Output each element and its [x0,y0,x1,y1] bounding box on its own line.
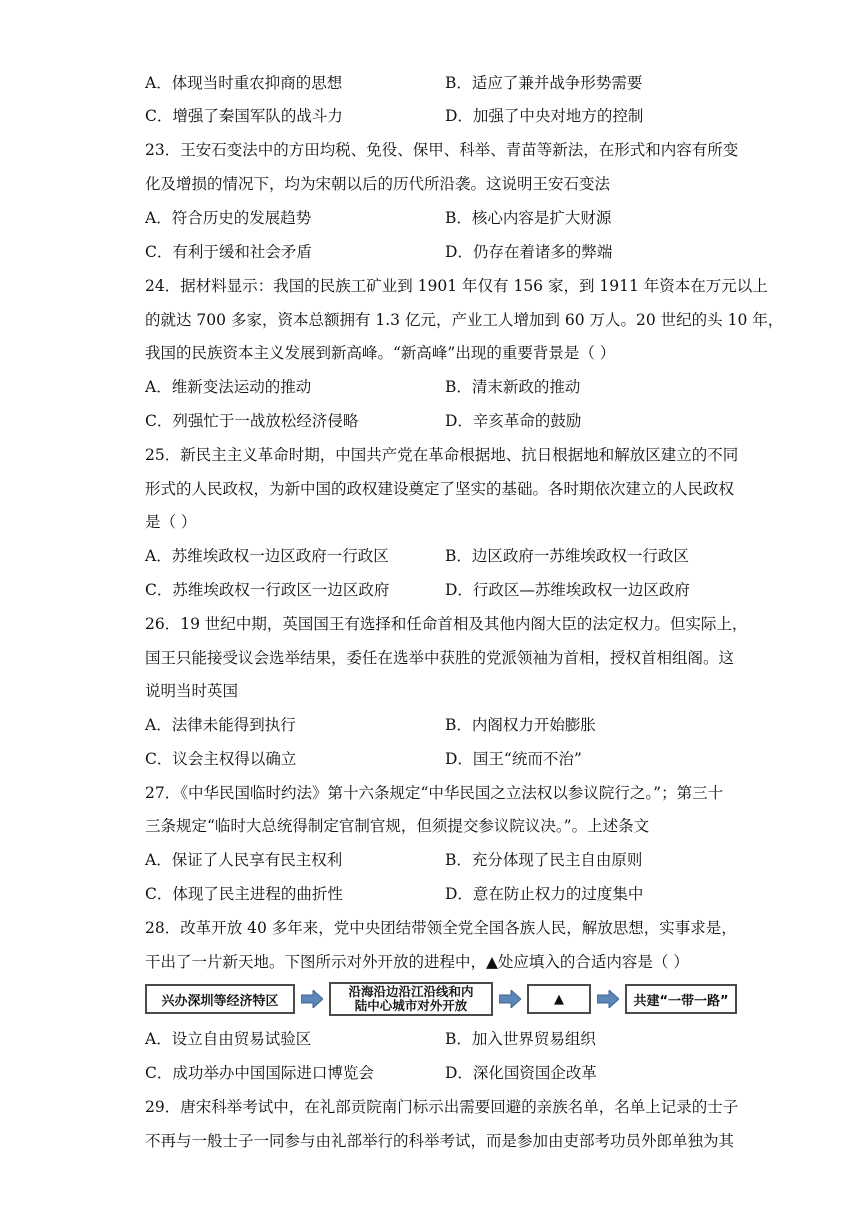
flow-box-blank-triangle: ▲ [527,984,591,1014]
flow-arrow-icon [499,990,521,1008]
q28-option-c: C．成功举办中国国际进口博览会 [145,1064,374,1082]
q24-option-c: C．列强忙于一战放松经济侵略 [145,412,359,430]
flow-box-coastal-line-1: 沿海沿边沿江沿线和内 [348,984,474,999]
flow-box-coastal-line-2: 陆中心城市对外开放 [354,998,468,1013]
q25-stem-line-3: 是（ ） [145,513,197,531]
q27-option-a: A．保证了人民享有民主权利 [145,851,343,869]
q27-stem-line-1: 27．《中华民国临时约法》第十六条规定“中华民国之立法权以参议院行之。”；第三十 [145,784,724,802]
q22-option-d: D．加强了中央对地方的控制 [445,107,644,125]
q27-stem-line-2: 三条规定“临时大总统得制定官制官规，但须提交参议院议决。”。上述条文 [145,817,650,835]
q25-stem-line-2: 形式的人民政权，为新中国的政权建设奠定了坚实的基础。各时期依次建立的人民政权 [145,480,735,498]
q22-option-c: C．增强了秦国军队的战斗力 [145,107,343,125]
q28-stem-line-1: 28．改革开放 40 多年来，党中央团结带领全党全国各族人民，解放思想，实事求是， [145,919,737,937]
opening-up-flow-diagram [145,982,737,1018]
q27-option-d: D．意在防止权力的过度集中 [445,885,644,903]
q25-option-b: B．边区政府一苏维埃政权一行政区 [445,547,689,565]
q23-stem-line-2: 化及增损的情况下，均为宋朝以后的历代所沿袭。这说明王安石变法 [145,175,611,193]
q25-option-c: C．苏维埃政权一行政区一边区政府 [145,581,390,599]
flow-arrow-icon [301,990,323,1008]
flow-box-special-zones: 兴办深圳等经济特区 [145,984,295,1014]
q25-option-a: A．苏维埃政权一边区政府一行政区 [145,547,389,565]
q23-option-c: C．有利于缓和社会矛盾 [145,243,312,261]
q23-stem-line-1: 23．王安石变法中的方田均税、免役、保甲、科举、青苗等新法，在形式和内容有所变 [145,141,739,159]
q29-stem-line-2: 不再与一般士子一同参与由礼部举行的科举考试，而是参加由吏部考功员外郎单独为其 [145,1132,735,1150]
q28-option-b: B．加入世界贸易组织 [445,1030,596,1048]
q26-option-a: A．法律未能得到执行 [145,716,296,734]
q26-option-b: B．内阁权力开始膨胀 [445,716,596,734]
q25-option-d: D．行政区—苏维埃政权一边区政府 [445,581,690,599]
q24-option-d: D．辛亥革命的鼓励 [445,412,582,430]
q29-stem-line-1: 29．唐宋科举考试中，在礼部贡院南门标示出需要回避的亲族名单，名单上记录的士子 [145,1098,739,1116]
q23-option-a: A．符合历史的发展趋势 [145,209,312,227]
q26-stem-line-1: 26．19 世纪中期，英国国王有选择和任命首相及其他内阁大臣的法定权力。但实际上， [145,615,748,633]
q26-option-d: D．国王“统而不治” [445,750,582,768]
q28-option-d: D．深化国资国企改革 [445,1064,597,1082]
q28-stem-line-2: 干出了一片新天地。下图所示对外开放的进程中，▲处应填入的合适内容是（ ） [145,953,689,971]
q25-stem-line-1: 25．新民主主义革命时期，中国共产党在革命根据地、抗日根据地和解放区建立的不同 [145,446,739,464]
flow-box-belt-and-road: 共建“一带一路” [625,984,737,1014]
q24-stem-line-1: 24．据材料显示：我国的民族工矿业到 1901 年仅有 156 家，到 1911 年资本在万元以上 [145,277,768,295]
flow-box-coastal-opening [329,982,493,1016]
q24-stem-line-2: 的就达 700 多家，资本总额拥有 1.3 亿元，产业工人增加到 60 万人。20 世纪的头 10 年， [145,311,784,329]
q22-option-a: A．体现当时重农抑商的思想 [145,74,343,92]
q27-option-b: B．充分体现了民主自由原则 [445,851,643,869]
flow-arrow-icon [597,990,619,1008]
q24-stem-line-3: 我国的民族资本主义发展到新高峰。“新高峰”出现的重要背景是（ ） [145,344,616,362]
q23-option-b: B．核心内容是扩大财源 [445,209,612,227]
q26-stem-line-3: 说明当时英国 [145,682,239,700]
q26-stem-line-2: 国王只能接受议会选举结果，委任在选举中获胜的党派领袖为首相，授权首相组阁。这 [145,649,735,667]
q24-option-b: B．清末新政的推动 [445,378,581,396]
q24-option-a: A．维新变法运动的推动 [145,378,312,396]
q23-option-d: D．仍存在着诸多的弊端 [445,243,613,261]
q27-option-c: C．体现了民主进程的曲折性 [145,885,343,903]
q28-option-a: A．设立自由贸易试验区 [145,1030,312,1048]
q22-option-b: B．适应了兼并战争形势需要 [445,74,643,92]
q26-option-c: C．议会主权得以确立 [145,750,297,768]
